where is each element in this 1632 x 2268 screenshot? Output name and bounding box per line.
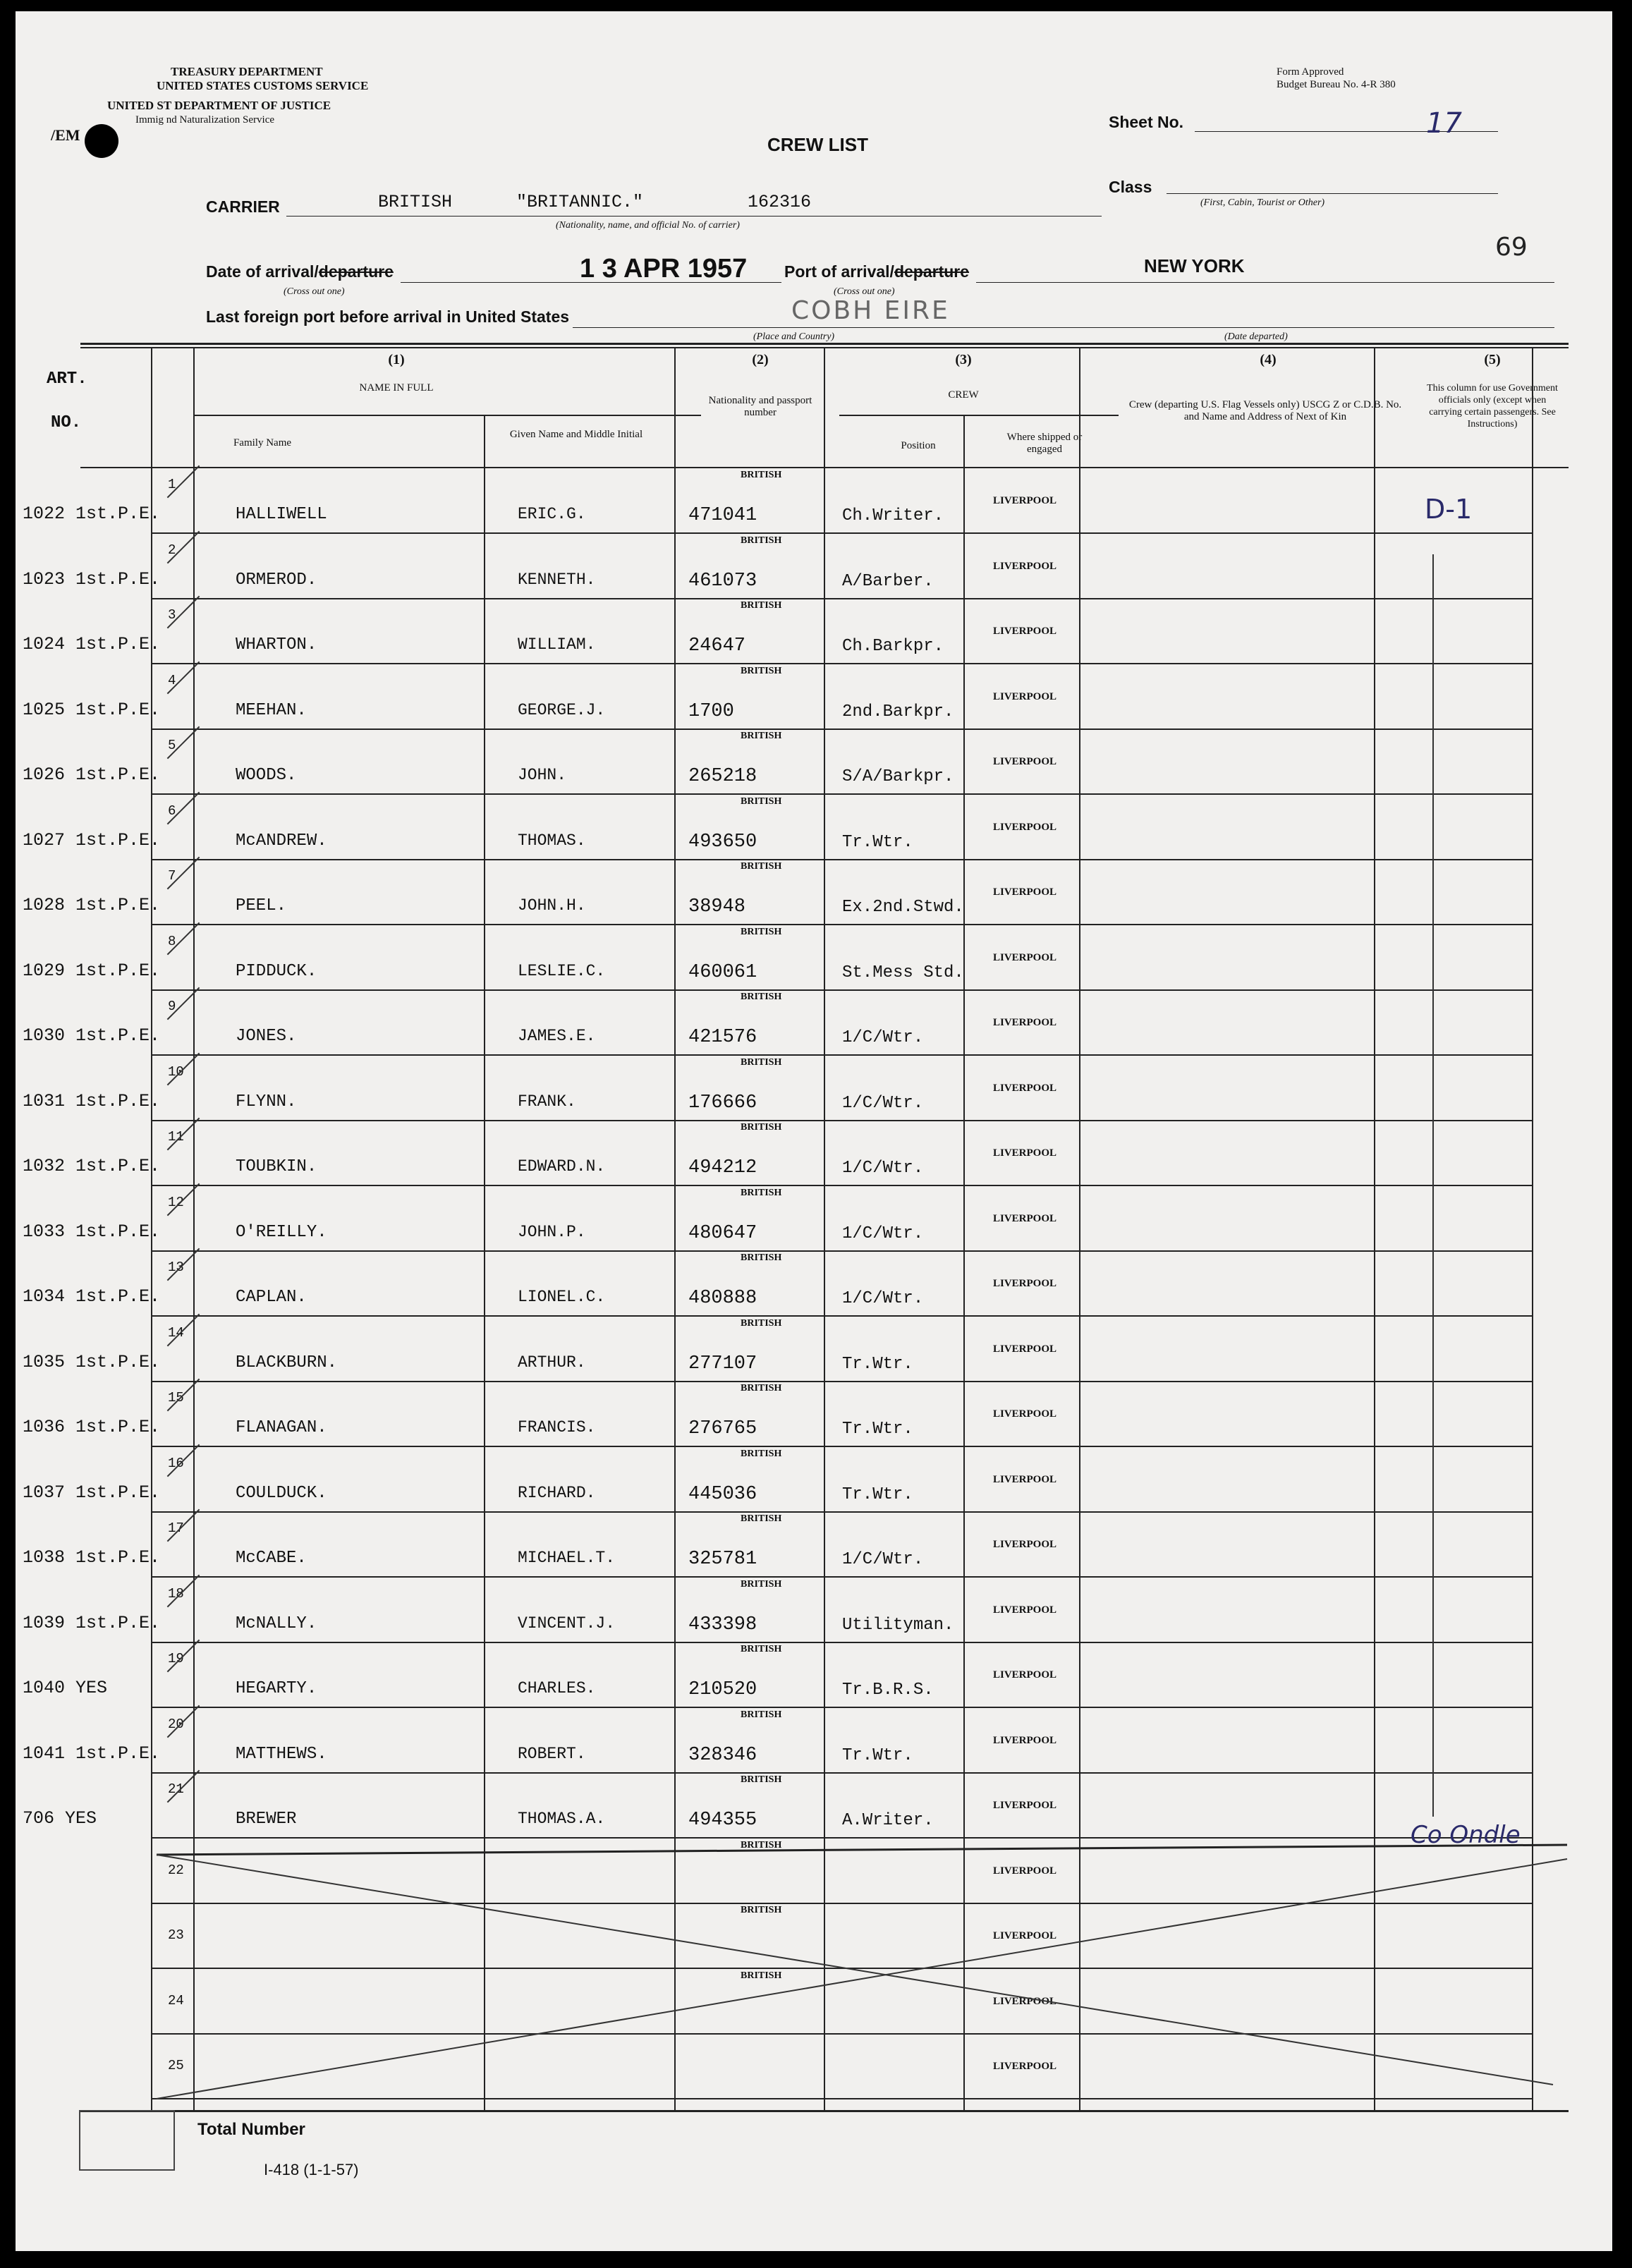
position: Ch.Barkpr. — [842, 637, 944, 656]
position: Tr.B.R.S. — [842, 1681, 934, 1700]
nationality: BRITISH — [741, 1840, 782, 1851]
no-header: NO. — [51, 413, 82, 432]
art-number: 1033 1st.P.E. — [23, 1221, 161, 1242]
given-name: VINCENT.J. — [518, 1614, 616, 1633]
line-number: 8 — [168, 934, 176, 949]
family-name: CAPLAN. — [236, 1288, 307, 1307]
agency-line-3: UNITED ST DEPARTMENT OF JUSTICE — [107, 99, 331, 112]
position: Ch.Writer. — [842, 506, 944, 525]
position: Tr.Wtr. — [842, 1485, 913, 1504]
given-name: LIONEL.C. — [518, 1288, 606, 1306]
passport-number: 494212 — [688, 1157, 757, 1178]
line-number: 13 — [168, 1260, 184, 1275]
where-engaged: LIVERPOOL — [993, 1278, 1057, 1289]
carrier-label: CARRIER — [206, 197, 280, 216]
nationality: BRITISH — [741, 927, 782, 937]
nationality: BRITISH — [741, 1057, 782, 1068]
where-engaged: LIVERPOOL — [993, 886, 1057, 898]
line-number: 11 — [168, 1129, 184, 1145]
passport-number: 493650 — [688, 831, 757, 853]
page-number: 69 — [1495, 233, 1528, 262]
art-number: 1037 1st.P.E. — [23, 1482, 161, 1503]
art-number: 1036 1st.P.E. — [23, 1417, 161, 1437]
nationality: BRITISH — [741, 1449, 782, 1459]
where-engaged: LIVERPOOL — [993, 1539, 1057, 1550]
line-number: 1 — [168, 477, 176, 492]
line-number: 14 — [168, 1325, 184, 1341]
where-engaged: LIVERPOOL — [993, 691, 1057, 702]
passport-number: 445036 — [688, 1484, 757, 1505]
art-number: 1030 1st.P.E. — [23, 1025, 161, 1046]
carrier-official-no: 162316 — [748, 192, 812, 212]
art-number: 1039 1st.P.E. — [23, 1613, 161, 1633]
position: 1/C/Wtr. — [842, 1550, 924, 1569]
nationality: BRITISH — [741, 1188, 782, 1198]
art-number: 1025 1st.P.E. — [23, 700, 161, 720]
family-name: FLANAGAN. — [236, 1418, 327, 1437]
art-number: 1023 1st.P.E. — [23, 569, 161, 590]
family-name: PIDDUCK. — [236, 962, 317, 981]
given-name: KENNETH. — [518, 571, 596, 589]
where-engaged: LIVERPOOL — [993, 1147, 1057, 1159]
art-number: 1029 1st.P.E. — [23, 961, 161, 981]
art-number: 1026 1st.P.E. — [23, 764, 161, 785]
agency-line-1: TREASURY DEPARTMENT — [171, 65, 323, 78]
where-engaged: LIVERPOOL — [993, 1343, 1057, 1355]
given-name: ERIC.G. — [518, 505, 586, 523]
cross-out-lines — [16, 11, 1612, 2251]
family-name: WOODS. — [236, 766, 297, 785]
nationality: BRITISH — [741, 1905, 782, 1915]
passport-number: 277107 — [688, 1353, 757, 1374]
position: Tr.Wtr. — [842, 833, 913, 852]
nationality: BRITISH — [741, 1970, 782, 1981]
art-header: ART. — [47, 370, 87, 389]
where-engaged: LIVERPOOL — [993, 952, 1057, 963]
passport-number: 461073 — [688, 571, 757, 592]
family-name: O'REILLY. — [236, 1223, 327, 1242]
agency-line-4: Immig nd Naturalization Service — [135, 114, 275, 126]
art-number: 1040 YES — [23, 1678, 108, 1698]
nationality: BRITISH — [741, 992, 782, 1002]
position: Utilityman. — [842, 1616, 954, 1635]
carrier-nationality: BRITISH — [378, 192, 453, 212]
nationality: BRITISH — [741, 666, 782, 676]
given-name: THOMAS.A. — [518, 1810, 606, 1828]
cross-out-diagonal-1 — [157, 1855, 1553, 2085]
nationality: BRITISH — [741, 600, 782, 611]
official-d1-mark: D-1 — [1425, 494, 1473, 525]
art-number: 1027 1st.P.E. — [23, 830, 161, 850]
date-arrival-label: Date of arrival/departure — [206, 262, 394, 281]
col2-number: (2) — [752, 352, 769, 367]
where-engaged: LIVERPOOL — [993, 1930, 1057, 1941]
nationality: BRITISH — [741, 861, 782, 872]
class-note: (First, Cabin, Tourist or Other) — [1200, 197, 1325, 208]
family-name: HALLIWELL — [236, 505, 327, 524]
col1-number: (1) — [388, 352, 405, 367]
given-name: CHARLES. — [518, 1679, 596, 1697]
where-engaged: LIVERPOOL — [993, 1865, 1057, 1877]
family-name: MEEHAN. — [236, 701, 307, 720]
form-approved: Form Approved — [1277, 66, 1344, 78]
last-port-label: Last foreign port before arrival in United States — [206, 307, 570, 326]
line-number: 10 — [168, 1064, 184, 1080]
position: St.Mess Std. — [842, 963, 964, 982]
position: 1/C/Wtr. — [842, 1028, 924, 1047]
where-engaged: LIVERPOOL — [993, 1213, 1057, 1224]
place-country-note: (Place and Country) — [753, 331, 835, 342]
given-name: JOHN.P. — [518, 1223, 586, 1241]
nationality: BRITISH — [741, 1383, 782, 1394]
col3-title: CREW — [948, 389, 979, 401]
family-name: BLACKBURN. — [236, 1353, 338, 1372]
col5-title: This column for use Government officials only (except when carrying certain passengers. See Instructions) — [1427, 383, 1558, 429]
line-number: 7 — [168, 868, 176, 884]
position: 2nd.Barkpr. — [842, 702, 954, 721]
passport-number: 325781 — [688, 1549, 757, 1570]
total-number-label: Total Number — [197, 2120, 305, 2139]
family-name: McCABE. — [236, 1549, 307, 1568]
given-name: FRANCIS. — [518, 1418, 596, 1437]
art-number: 706 YES — [23, 1808, 97, 1829]
sheet-number: 17 — [1426, 107, 1462, 140]
total-number-box — [79, 2110, 175, 2171]
family-name: ORMEROD. — [236, 571, 317, 590]
art-number: 1041 1st.P.E. — [23, 1743, 161, 1764]
where-engaged: LIVERPOOL — [993, 1669, 1057, 1681]
line-number: 6 — [168, 803, 176, 819]
given-name: JOHN.H. — [518, 896, 586, 915]
position: 1/C/Wtr. — [842, 1094, 924, 1113]
given-name: WILLIAM. — [518, 635, 596, 654]
family-name: BREWER — [236, 1810, 297, 1829]
given-name: JAMES.E. — [518, 1027, 596, 1045]
line-number: 19 — [168, 1651, 184, 1666]
family-name: FLYNN. — [236, 1092, 297, 1111]
where-engaged: LIVERPOOL — [993, 626, 1057, 637]
passport-number: 265218 — [688, 766, 757, 787]
budget-bureau-no: Budget Bureau No. 4-R 380 — [1277, 79, 1396, 90]
col4-number: (4) — [1260, 352, 1277, 367]
line-number: 24 — [168, 1993, 184, 2008]
given-name-header: Given Name and Middle Initial — [509, 429, 643, 440]
where-engaged: LIVERPOOL — [993, 1408, 1057, 1420]
agency-line-2: UNITED STATES CUSTOMS SERVICE — [157, 79, 369, 92]
line-number: 17 — [168, 1520, 184, 1536]
form-number: I-418 (1-1-57) — [264, 2161, 359, 2178]
family-name: PEEL. — [236, 896, 287, 915]
line-number: 2 — [168, 542, 176, 558]
passport-number: 276765 — [688, 1418, 757, 1439]
col4-title: Crew (departing U.S. Flag Vessels only) USCG Z or C.D.B. No. and Name and Address of Next of Kin — [1128, 399, 1402, 422]
position: A/Barber. — [842, 572, 934, 591]
line-number: 5 — [168, 738, 176, 753]
nationality: BRITISH — [741, 731, 782, 741]
line-number: 18 — [168, 1586, 184, 1602]
nationality: BRITISH — [741, 1774, 782, 1785]
where-engaged: LIVERPOOL — [993, 1017, 1057, 1028]
given-name: RICHARD. — [518, 1484, 596, 1502]
nationality: BRITISH — [741, 796, 782, 807]
given-name: THOMAS. — [518, 831, 586, 850]
where-engaged: LIVERPOOL — [993, 1996, 1057, 2007]
where-engaged: LIVERPOOL — [993, 561, 1057, 572]
passport-number: 471041 — [688, 505, 757, 526]
passport-number: 421576 — [688, 1027, 757, 1048]
line-number: 4 — [168, 673, 176, 688]
cross-out-diagonal-2 — [157, 1859, 1567, 2099]
passport-number: 210520 — [688, 1679, 757, 1700]
art-number: 1035 1st.P.E. — [23, 1352, 161, 1372]
given-name: ARTHUR. — [518, 1353, 586, 1372]
crew-list-form — [16, 11, 1612, 2251]
where-engaged: LIVERPOOL — [993, 756, 1057, 767]
passport-number: 24647 — [688, 635, 746, 657]
passport-number: 480647 — [688, 1223, 757, 1244]
nationality: BRITISH — [741, 1122, 782, 1133]
position: Tr.Wtr. — [842, 1420, 913, 1439]
where-engaged: LIVERPOOL — [993, 2061, 1057, 2072]
where-engaged: LIVERPOOL — [993, 822, 1057, 833]
nationality: BRITISH — [741, 1318, 782, 1329]
position: Tr.Wtr. — [842, 1746, 913, 1765]
port-of-arrival: NEW YORK — [1144, 255, 1245, 276]
family-name: McANDREW. — [236, 831, 327, 850]
passport-number: 480888 — [688, 1288, 757, 1309]
nationality: BRITISH — [741, 1709, 782, 1720]
cross-out-horizontal — [157, 1845, 1567, 1855]
line-number: 16 — [168, 1456, 184, 1471]
line-number: 25 — [168, 2058, 184, 2073]
nationality: BRITISH — [741, 535, 782, 546]
family-name: TOUBKIN. — [236, 1157, 317, 1176]
art-number: 1024 1st.P.E. — [23, 634, 161, 654]
date-departed-note: (Date departed) — [1224, 331, 1288, 342]
carrier-note: (Nationality, name, and official No. of carrier) — [556, 220, 740, 231]
form-stamp: /EM — [51, 126, 80, 144]
passport-number: 328346 — [688, 1745, 757, 1766]
given-name: FRANK. — [518, 1092, 576, 1111]
where-header: Where shipped or engaged — [1006, 432, 1083, 455]
where-engaged: LIVERPOOL — [993, 1604, 1057, 1616]
art-number: 1022 1st.P.E. — [23, 504, 161, 524]
passport-number: 460061 — [688, 962, 757, 983]
nationality: BRITISH — [741, 1644, 782, 1654]
cross-out-note-1: (Cross out one) — [284, 286, 345, 297]
position-header: Position — [901, 440, 936, 451]
family-name: HEGARTY. — [236, 1679, 317, 1698]
sheet-label: Sheet No. — [1109, 113, 1184, 131]
position: 1/C/Wtr. — [842, 1224, 924, 1243]
nationality: BRITISH — [741, 1513, 782, 1524]
family-name: McNALLY. — [236, 1614, 317, 1633]
port-arrival-label: Port of arrival/departure — [784, 262, 970, 281]
line-number: 15 — [168, 1390, 184, 1406]
position: 1/C/Wtr. — [842, 1159, 924, 1178]
class-label: Class — [1109, 178, 1152, 196]
position: A.Writer. — [842, 1811, 934, 1830]
line-number: 20 — [168, 1717, 184, 1732]
passport-number: 1700 — [688, 701, 734, 722]
given-name: LESLIE.C. — [518, 962, 606, 980]
passport-number: 176666 — [688, 1092, 757, 1114]
col2-title: Nationality and passport number — [708, 395, 812, 418]
passport-number: 38948 — [688, 896, 746, 917]
given-name: JOHN. — [518, 766, 567, 784]
last-foreign-port: COBH EIRE — [791, 296, 950, 325]
official-signature: Co Ondle — [1411, 1821, 1521, 1849]
family-name: WHARTON. — [236, 635, 317, 654]
col3-number: (3) — [955, 352, 972, 367]
passport-number: 494355 — [688, 1810, 757, 1831]
carrier-name: "BRITANNIC." — [516, 192, 644, 212]
line-number: 23 — [168, 1927, 184, 1943]
col5-number: (5) — [1484, 352, 1501, 367]
given-name: MICHAEL.T. — [518, 1549, 616, 1567]
where-engaged: LIVERPOOL — [993, 495, 1057, 506]
where-engaged: LIVERPOOL — [993, 1474, 1057, 1485]
art-number: 1034 1st.P.E. — [23, 1286, 161, 1307]
col1-title: NAME IN FULL — [359, 382, 434, 394]
table-bottom-rule — [80, 2110, 1569, 2112]
nationality: BRITISH — [741, 1252, 782, 1263]
line-number: 9 — [168, 999, 176, 1014]
art-number: 1038 1st.P.E. — [23, 1547, 161, 1568]
position: Tr.Wtr. — [842, 1355, 913, 1374]
given-name: ROBERT. — [518, 1745, 586, 1763]
where-engaged: LIVERPOOL — [993, 1800, 1057, 1811]
position: S/A/Barkpr. — [842, 767, 954, 786]
page-title: CREW LIST — [767, 134, 868, 155]
cross-out-note-2: (Cross out one) — [834, 286, 895, 297]
art-number: 1031 1st.P.E. — [23, 1091, 161, 1111]
line-number: 22 — [168, 1862, 184, 1878]
art-number: 1028 1st.P.E. — [23, 895, 161, 915]
family-name: MATTHEWS. — [236, 1745, 327, 1764]
where-engaged: LIVERPOOL — [993, 1083, 1057, 1094]
given-name: GEORGE.J. — [518, 701, 606, 719]
position: Ex.2nd.Stwd. — [842, 898, 964, 917]
line-number: 12 — [168, 1195, 184, 1210]
art-number: 1032 1st.P.E. — [23, 1156, 161, 1176]
line-number: 3 — [168, 607, 176, 623]
given-name: EDWARD.N. — [518, 1157, 606, 1176]
nationality: BRITISH — [741, 470, 782, 480]
passport-number: 433398 — [688, 1614, 757, 1635]
nationality: BRITISH — [741, 1579, 782, 1590]
position: 1/C/Wtr. — [842, 1289, 924, 1308]
family-name-header: Family Name — [233, 437, 292, 449]
family-name: JONES. — [236, 1027, 297, 1046]
line-number: 21 — [168, 1781, 184, 1797]
family-name: COULDUCK. — [236, 1484, 327, 1503]
where-engaged: LIVERPOOL — [993, 1735, 1057, 1746]
date-of-arrival: 1 3 APR 1957 — [580, 254, 748, 284]
